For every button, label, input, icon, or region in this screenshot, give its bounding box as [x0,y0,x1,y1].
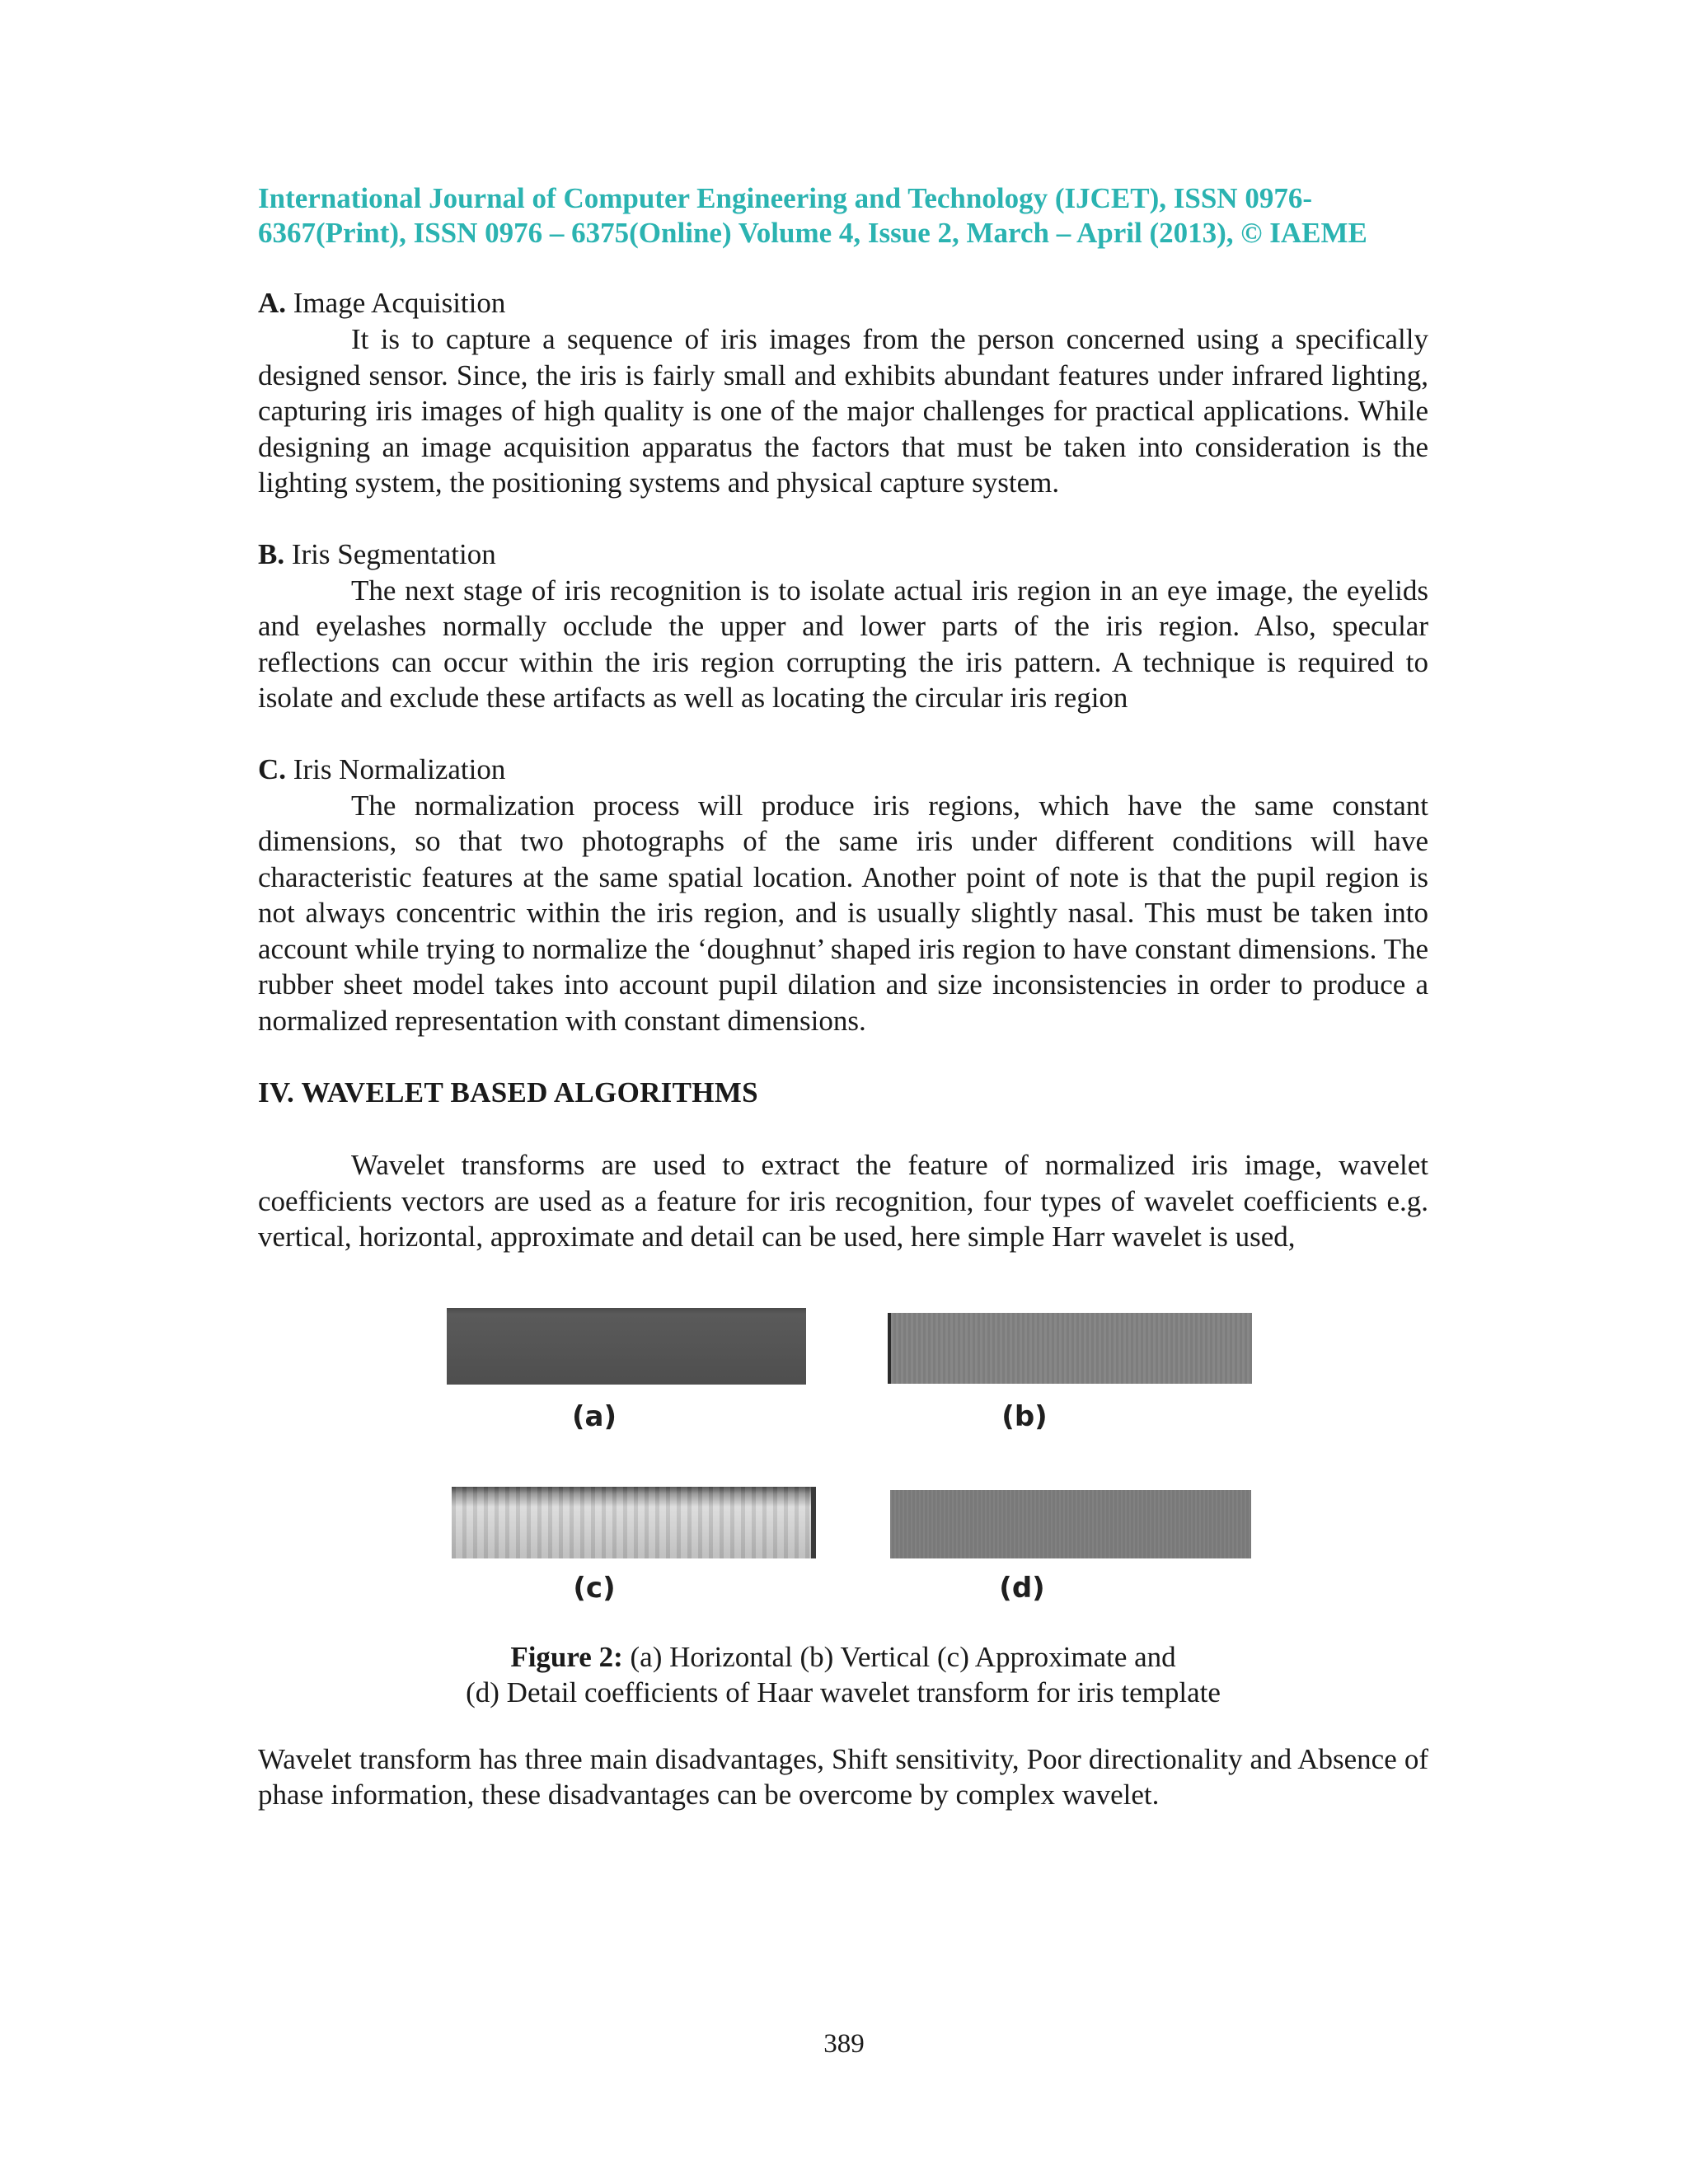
figure-caption-text1: (a) Horizontal (b) Vertical (c) Approximate and [622,1640,1176,1673]
detail-coefficients-image [890,1490,1251,1558]
figure-2 [258,1285,1428,1713]
figure-caption-label: Figure 2: [510,1640,623,1673]
section-c-letter: C. [258,752,287,785]
section-c-body: The normalization process will produce iris regions, which have the same constant dimensions, so that two photographs of the same iris under different conditions will have characteristic features at the same spatial location. Another point of note is that the pupil region is not always concentric within the iris region, and is usually slightly nasal. This must be taken into account while trying to normalize the ‘doughnut’ shaped iris region to have constant dimensions. The rubber sheet model takes into account pupil dilation and size inconsistencies in order to produce a normalized representation with constant dimensions. [258,789,1428,1037]
chapter-heading: IV. WAVELET BASED ALGORITHMS [258,1076,758,1108]
section-c-title: Iris Normalization [293,752,506,785]
section-c-heading [258,752,1428,788]
approximate-coefficients-image [452,1487,816,1558]
vertical-coefficients-image [888,1313,1257,1384]
chapter-intro: Wavelet transforms are used to extract the feature of normalized iris image, wavelet coefficients vectors are used as a feature for iris recognition, four types of wavelet coefficients e.g. vertical, horizontal, approximate and detail can be used, here simple Harr wavelet is used, [258,1149,1428,1253]
subfigure-label-b: (b) [1001,1399,1048,1433]
subfigure-label-a: (a) [571,1399,617,1433]
journal-header-line2: 6367(Print), ISSN 0976 – 6375(Online) Volume 4, Issue 2, March – April (2013), © IAEME [258,217,1367,249]
section-b-letter: B. [258,537,285,570]
subfigure-label-c: (c) [573,1571,616,1605]
journal-header [258,181,1428,251]
page-number: 389 [823,2029,865,2059]
journal-header-line1: International Journal of Computer Engineering and Technology (IJCET), ISSN 0976- [258,182,1312,214]
figure-caption [258,1639,1428,1710]
section-a-letter: A. [258,287,287,319]
section-a-title: Image Acquisition [293,287,506,319]
section-b-body: The next stage of iris recognition is to isolate actual iris region in an eye image, the eyelids and eyelashes normally occlude the upper and lower parts of the iris region. Also, specular reflections can occur within the iris region corrupting the iris pattern. A technique is required to isolate and exclude these artifacts as well as locating the circular iris region [258,574,1428,714]
page-content [258,181,1428,1813]
figure-caption-line2: (d) Detail coefficients of Haar wavelet transform for iris template [466,1675,1221,1708]
section-a-heading [258,285,1428,321]
closing-paragraph: Wavelet transform has three main disadvantages, Shift sensitivity, Poor directionality and Absence of phase information, these disadvantages can be overcome by complex wavelet. [258,1742,1428,1811]
figure-caption-line1 [258,1639,1428,1675]
section-a-body: It is to capture a sequence of iris images from the person concerned using a specifically designed sensor. Since, the iris is fairly small and exhibits abundant features under infrared lighting, capturing iris images of high quality is one of the major challenges for practical applications. While designing an image acquisition apparatus the factors that must be taken into consideration is the lighting system, the positioning systems and physical capture system. [258,323,1428,499]
section-b-title: Iris Segmentation [291,537,496,570]
section-b-heading [258,537,1428,573]
subfigure-label-d: (d) [999,1571,1045,1605]
horizontal-coefficients-image [447,1308,806,1385]
